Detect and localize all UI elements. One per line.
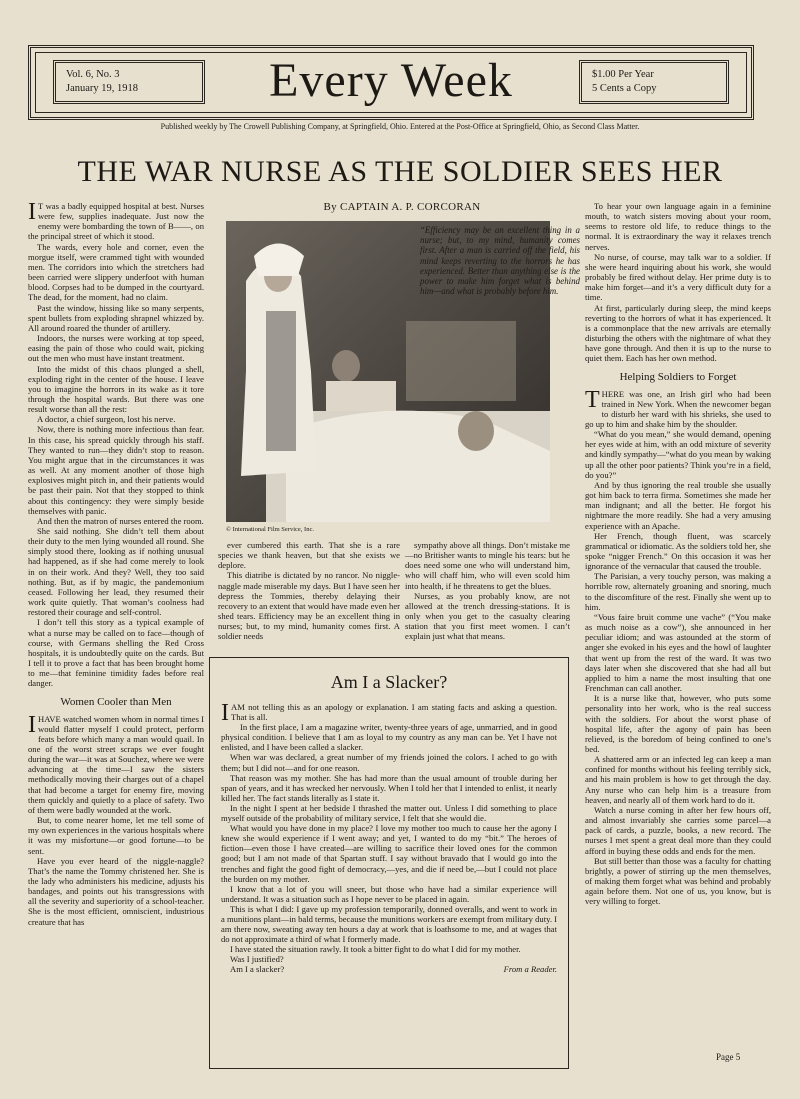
paragraph: When war was declared, a great number of my friends joined the colors. I ached to go with them; but I did not—and for one reason. (221, 752, 557, 773)
paragraph: This diatribe is dictated by no rancor. No niggle-naggle made miserable my days. But I have seen her depress the Tommies, thereby delaying their recovery to an extent that would have made even her shed tears. Efficiency may be an excellent thing in nurses; but, to my mind, humanity comes first. A soldier needs (218, 570, 400, 642)
paragraph: But, to come nearer home, let me tell some of my own experiences in the various hospitals where it was my misfortune—or good fortune—to be sent. (28, 815, 204, 856)
paragraph: But still better than those was a faculty for chatting brightly, a power of stirring up the men themselves, of making them forget what was behind and probably again before them. Not one of us, you know, but is very willing to forget. (585, 855, 771, 907)
paragraph: I don’t tell this story as a typical example of what a nurse may be called on to face—though of course, with Germans shelling the Red Cross hospitals, it is undoubtedly quite on the cards. But I tell it to prove a fact that has been brought home to me—that feminine timidity fades before real danger. (28, 617, 204, 689)
sidebar-last-line (221, 964, 557, 974)
masthead (28, 45, 754, 120)
paragraph: Have you ever heard of the niggle-naggle? That’s the name the Tommy christened her. She is the lady who administers his medicine, adjusts his bandages, and points out his transgressions with all the severity and superiority of a school-teacher. She is the most efficient, omniscient, industrious creature that has (28, 855, 204, 927)
drop-cap: I (221, 702, 229, 726)
paragraph: I have stated the situation rawly. It took a bitter fight to do what I did for my mother. (230, 944, 521, 955)
pull-quote: “Efficiency may be an excellent thing in a nurse; but, to my mind, humanity comes first. After a man is carried off the field, his mind keeps reverting to the horrors he has experienced. Better than anything else is the power to make him forget what is behind him—and what is probably before him. (420, 225, 580, 297)
sidebar-title: Am I a Slacker? (330, 672, 448, 692)
paragraph: THERE was one, an Irish girl who had been trained in New York. When the newcomer began to disturb her ward with his shrieks, she used to go up to him and shake him by the shoulder. (585, 386, 771, 429)
paragraph: Into the midst of this chaos plunged a shell, exploding right in the center of the house. I leave you to imagine the horrors in its wake as it tore through the hospital wards. But there was one result worse than all the rest: (28, 363, 204, 415)
paragraph: She said nothing. She didn’t tell them about their duty to the men lying wounded all round. She simply stood there, looking as if nothing unusual had happened, as if she had come merely to look in on their work. And they? Well, they too said nothing. But, as if by magic, the pandemonium ceased. Following her lead, they resumed their work quite quietly. That woman’s coolness had restored their courage and self-control. (28, 526, 204, 618)
article-column-3 (405, 540, 570, 650)
subhead-helping-soldiers: Helping Soldiers to Forget (619, 370, 737, 383)
paragraph: Past the window, hissing like so many serpents, spent bullets from exploding shrapnel whizzed by. All around roared the thunder of artillery. (28, 302, 204, 333)
paragraph: And then the matron of nurses entered the room. (37, 515, 204, 526)
paragraph: In the first place, I am a magazine writer, twenty-three years of age, unmarried, and in good physical condition. I believe that I am as loyal to my country as any man can be. Yet I have not enlisted, and I have been called a slacker. (221, 722, 557, 753)
price-per-copy: 5 Cents a Copy (592, 83, 657, 94)
paragraph: The Parisian, a very touchy person, was making a horrible row, alternately groaning and snoring, much to the discomfiture of the rest. Finally she went up to him. (585, 571, 771, 612)
sidebar-question: Am I a slacker? (230, 964, 285, 975)
paragraph: IHAVE watched women whom in normal times I would flatter myself I could protect, perform feats before which many a man would quail. In one of the worst street scraps we ever fought during the war—it was at Souchez, where we were advancing at the time—I saw the sisters methodically moving their charges out of a chapel that had become a target for enemy fire, moving them quickly and quietly to a place of safety. Two of them were badly wounded at the work. (28, 711, 204, 815)
page-number: Page 5 (716, 1052, 741, 1062)
column-1-text (28, 201, 204, 689)
paragraph: That reason was my mother. She has had more than the usual amount of trouble during her span of years, and it has wrecked her nervously. When I told her that I intended to enlist, it nearly killed her. The fact stands literally as I state it. (221, 772, 557, 803)
sidebar-box (209, 657, 569, 1069)
paragraph: “What do you mean,” she would demand, opening her eyes wide at him, with an odd mixture of severity and kindly sympathy—“what do you mean by waking up all the other poor patients? Think you’re in a field, do you?” (585, 429, 771, 480)
paragraph: ever cumbered this earth. That she is a rare species we thank heaven, but that she exists we deplore. (218, 540, 400, 571)
issue-info-box (53, 60, 205, 104)
paragraph: Nurses, as you probably know, are not allowed at the trench dressing-stations. It is only when you get to the casualty clearing station that you first meet women. I can’t explain just what that means. (405, 590, 570, 642)
paragraph: To hear your own language again in a feminine mouth, to watch sisters moving about your room, seems to restore old life, to reduce things to the normal. It is extraordinary the way it relaxes trench nerves. (585, 201, 771, 252)
paragraph: Now, there is nothing more infectious than fear. In this case, his spread quickly through his staff. They wanted to run—they didn’t stop to reason. You might argue that in the circumstances it was as well. At any moment another of those high explosives might pitch in, and their patients would be past their pain. Not that they stopped to think about this contingency: they were simply beside themselves with panic. (28, 424, 204, 516)
photo-credit: © International Film Service, Inc. (226, 526, 314, 533)
paragraph: IAM not telling this as an apology or explanation. I am stating facts and asking a question. That is all. (221, 702, 557, 726)
paragraph: I T was a badly equipped hospital at best. Nurses were few, supplies inadequate. Just now the enemy were bombarding the town of B——, on the principal street of which it stood. (28, 201, 204, 242)
article-column-1 (28, 201, 204, 1059)
paragraph: This is what I did: I gave up my profession temporarily, donned overalls, and went to work in a munitions plant—in bald terms, because the munitions workers are exempt from military duty. I am there now, sweating away ten hours a day at work that is loathsome to me, and at wages that do not approximate a third of what I formerly made. (221, 903, 557, 945)
paragraph: A shattered arm or an infected leg can keep a man confined for months without his feeling terribly sick, and his main problem is how to get through the day. Any nurse who can help him is a treasure from heaven, and nearly all of them work hard to do it. (585, 754, 771, 805)
column-4-text (585, 201, 771, 364)
paragraph: I know that a lot of you will sneer, but those who have had a similar experience will understand. It was a situation such as I hope never to be placed in again. (221, 883, 557, 904)
issue-date: January 19, 1918 (66, 83, 139, 94)
magazine-title: Every Week (269, 54, 513, 107)
drop-cap: T (585, 386, 600, 413)
paragraph: Her French, though fluent, was scarcely grammatical or idiomatic. As the soldiers told her, she spoke “nigger French.” On this occasion it was her ignorance of the vernacular that caused the trouble. (585, 530, 771, 572)
article-headline: THE WAR NURSE AS THE SOLDIER SEES HER (77, 155, 723, 188)
paragraph: At first, particularly during sleep, the mind keeps reverting to the horrors of what it has experienced. It is a commonplace that the new arrivals are eternally disturbing the others with the nightmare of what they have gone through. And then it is up to the nurse to quiet them. Each has her own method. (585, 302, 771, 364)
column-1b-text (28, 711, 204, 927)
column-3-text (405, 540, 570, 642)
sidebar-body (221, 702, 557, 1062)
volume-number: Vol. 6, No. 3 (66, 69, 120, 80)
paragraph: “Vous faire bruit comme une vache” (“You make as much noise as a cow”), she announced in her peculiar idiom; and was astounded at the storm of anger she evoked in his eyes and the howl of laughter that went up from the rest of the ward. It was two days later when she discovered that she had all but applied to him a name the most insulting that one Frenchman can call another. (585, 611, 771, 694)
article-byline: By CAPTAIN A. P. CORCORAN (323, 201, 481, 213)
paragraph: No nurse, of course, may talk war to a soldier. If she were heard inquiring about his work, she would probably be fired without delay. Her prime duty is to make him forget—and it’s a very difficult duty for a time. (585, 251, 771, 303)
paragraph: The wards, every hole and corner, even the morgue itself, were crammed tight with wounded men. The corridors into which the stretchers had been carried were slippery underfoot with human blood. Corpses had to be dumped in the courtyard. The dead, for the moment, had no claim. (28, 241, 204, 303)
drop-cap: I (28, 711, 36, 738)
article-column-4 (585, 201, 771, 1051)
paragraph: A doctor, a chief surgeon, lost his nerve. (37, 414, 176, 425)
paragraph: And by thus ignoring the real trouble she usually got him back to terra firma. Sometimes she made her man indignant; and all the better. He forgot his nightmare the more readily. She had a very amusing experience with an Apache. (585, 479, 771, 531)
paragraph: Was I justified? (230, 954, 284, 965)
price-box (579, 60, 729, 104)
sidebar-paragraphs (221, 702, 557, 964)
paragraph: What would you have done in my place? I love my mother too much to cause her the agony I knew she would experience if I went away; and yet, I wanted to do my “bit.” The heroes of fiction—even those I have created—are willing to sacrifice their loved ones for the common good; but I am not made of that Spartan stuff. I say without bravado that I would go into the trenches and fight the good fight of democracy,—yes, and die if need be,—but I could not place the burden on my mother. (221, 823, 557, 884)
article-column-2 (218, 540, 400, 650)
price-per-year: $1.00 Per Year (592, 69, 654, 80)
sidebar-signature: From a Reader. (503, 964, 557, 975)
column-4b-text (585, 386, 771, 907)
paragraph: sympathy above all things. Don’t mistake me—no Britisher wants to mingle his tears: but he does need some one who will understand him, who will chaff him, who will even scold him into health, if he threatens to get the blues. (405, 540, 570, 591)
drop-cap: I (28, 201, 36, 225)
paragraph: In the night I spent at her bedside I thrashed the matter out. Unless I did something to place myself outside of the probability of military service, I felt that she would die. (221, 802, 557, 824)
paragraph: It is a nurse like that, however, who puts some personality into her work, who is the real success with the soldiers. For about the worst phase of hospital life, after the agony of pain has been relieved, is the boredom of being confined to one’s bed. (585, 693, 771, 754)
column-2-text (218, 540, 400, 642)
paragraph: Watch a nurse coming in after her few hours off, and almost invariably she carries some parcel—a pack of cards, a puzzle, books, a new record. The nurses I met spent a great deal more than they could afford in buying these odds and ends for the men. (585, 804, 771, 856)
publication-line: Published weekly by The Crowell Publishing Company, at Springfield, Ohio. Entered at the Post-Office at Springfield, Ohio, as Second Class Matter. (160, 122, 640, 131)
paragraph: Indoors, the nurses were working at top speed, easing the pain of those who could wait, picking out the men who must have instant treatment. (28, 333, 204, 364)
subhead-women-cooler: Women Cooler than Men (60, 695, 172, 708)
